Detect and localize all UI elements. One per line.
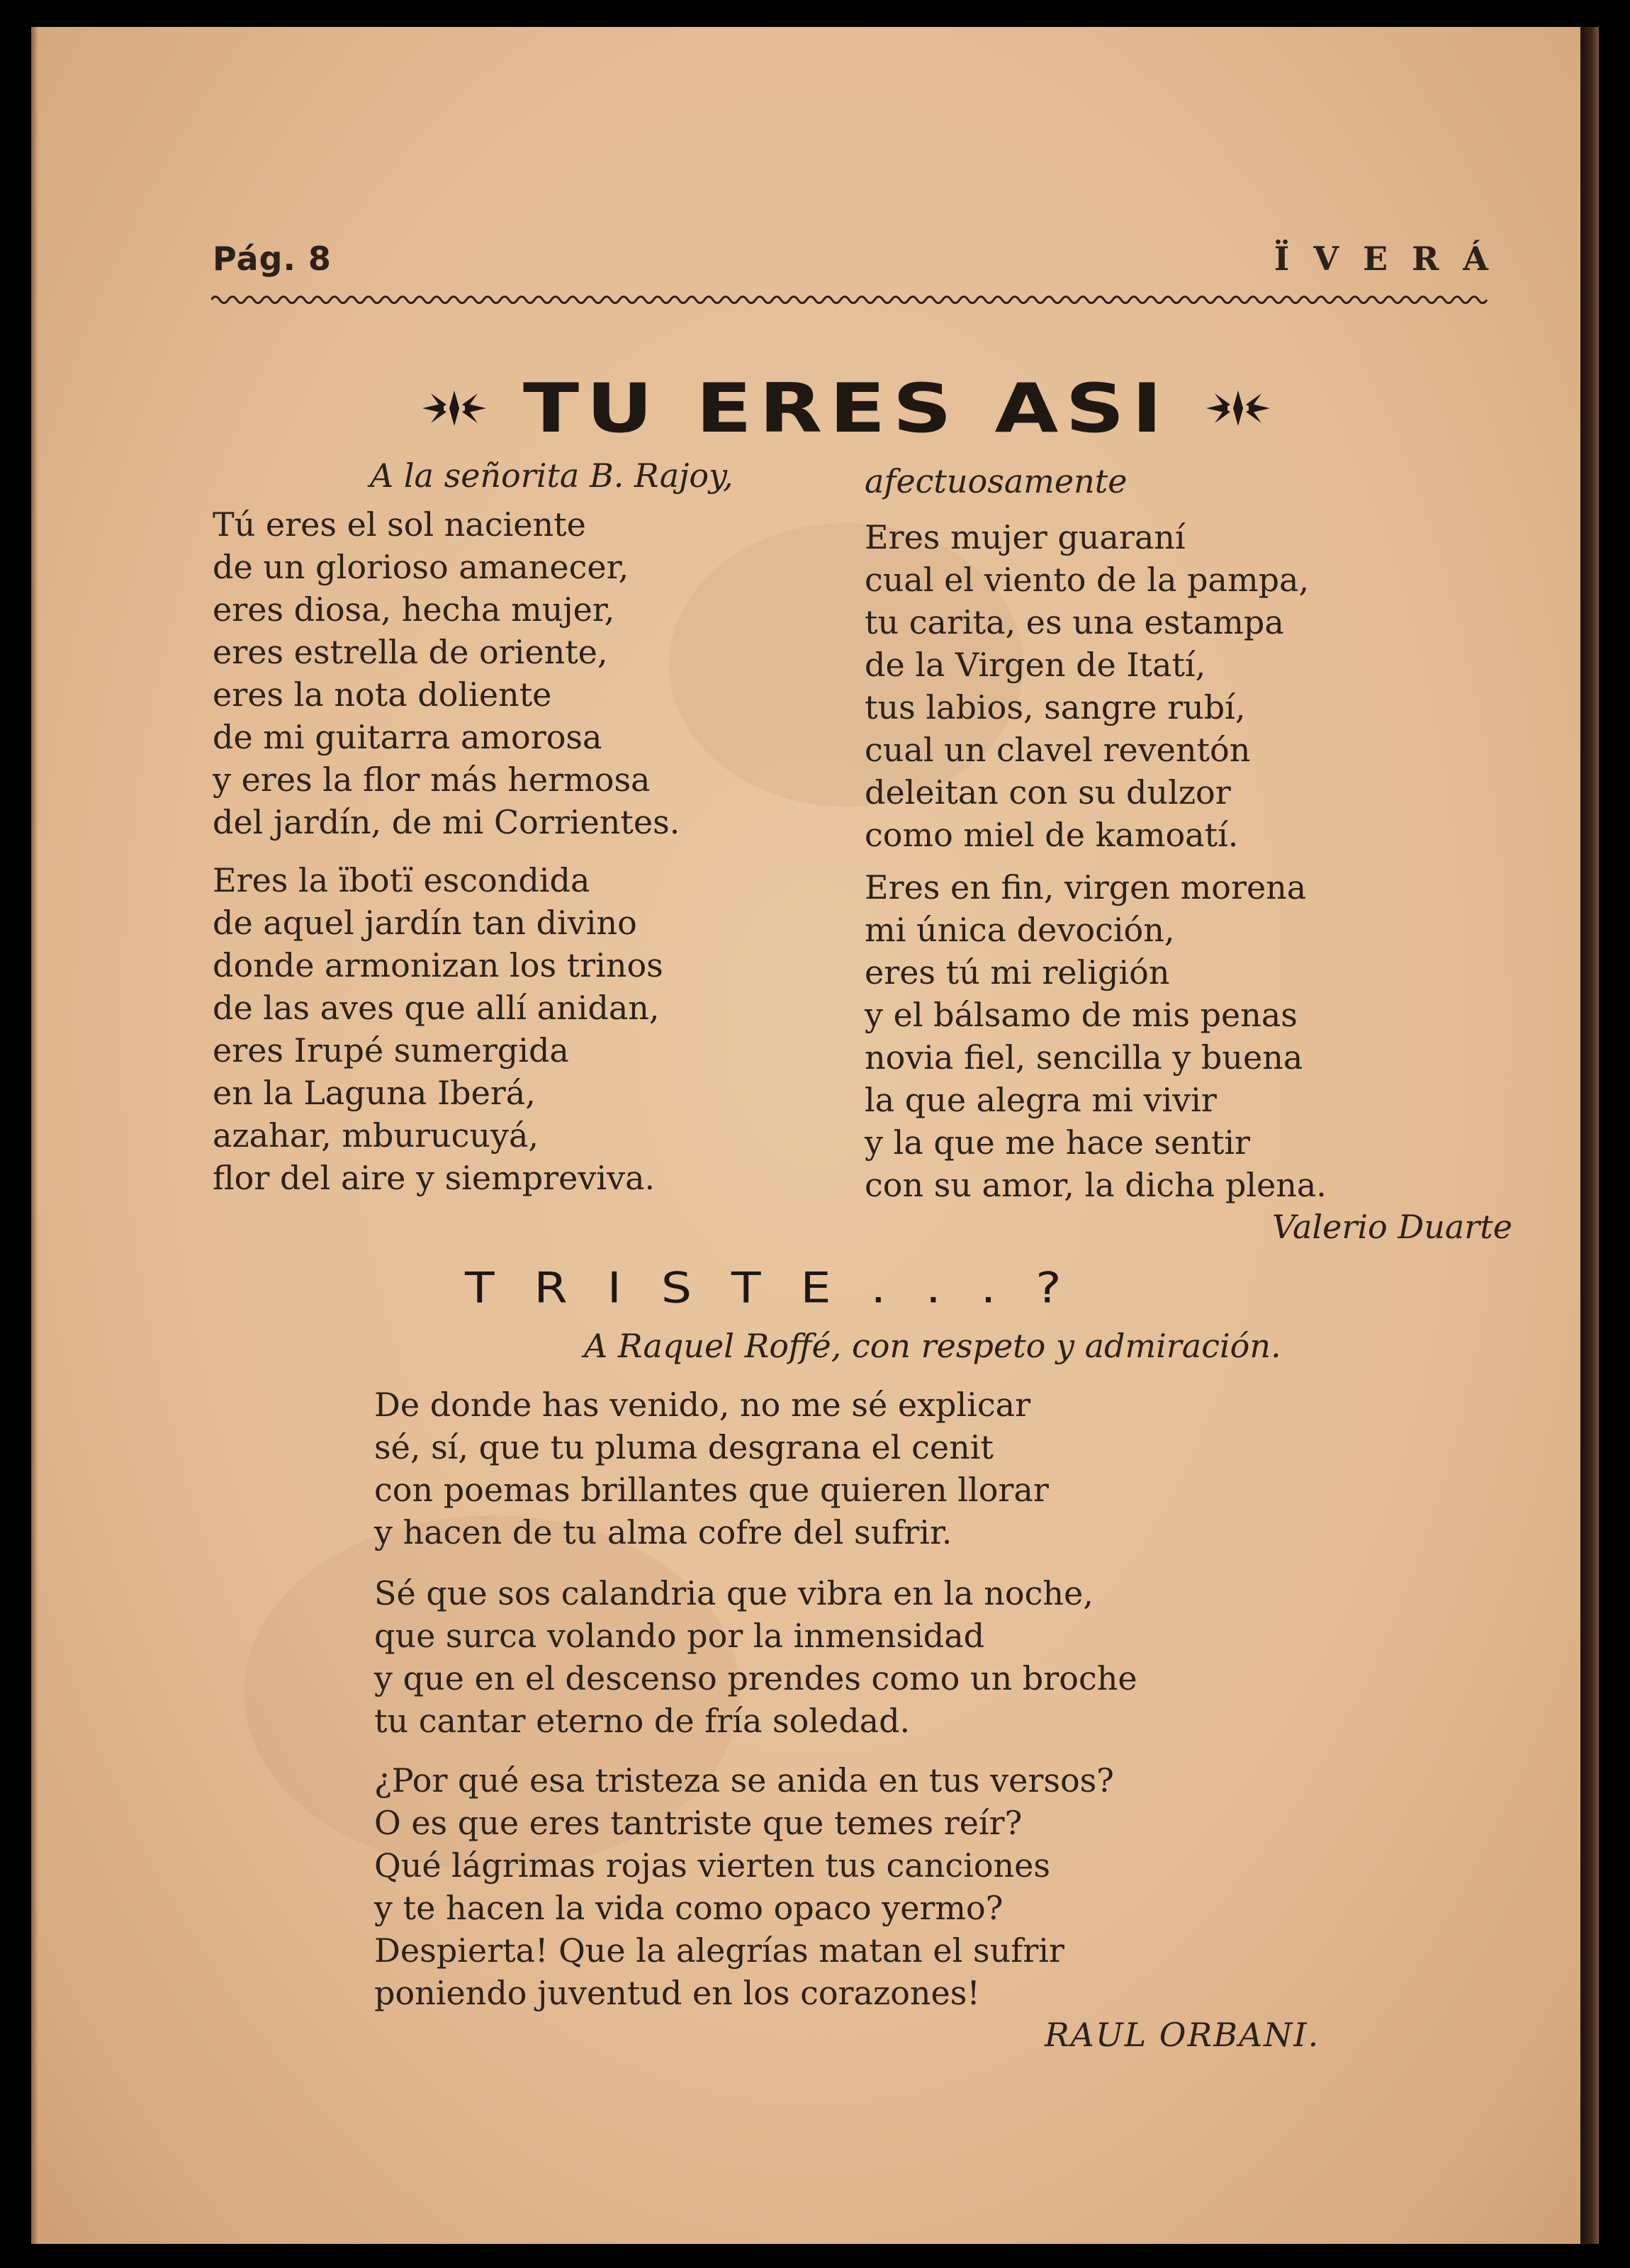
verse-line: De donde has venido, no me sé explicar [374, 1386, 1031, 1424]
verse-line: flor del aire y siempreviva. [213, 1159, 656, 1197]
verse-line: con poemas brillantes que quieren llorar [374, 1471, 1049, 1509]
poem1-dedication-left: A la señorita B. Rajoy, [370, 456, 734, 495]
verse-line: Eres mujer guaraní [865, 518, 1186, 556]
verse-line: y la que me hace sentir [865, 1123, 1251, 1162]
verse-line: donde armonizan los trinos [213, 946, 663, 984]
poem1-dedication-right: afectuosamente [865, 462, 1128, 500]
verse-line: y te hacen la vida como opaco yermo? [374, 1889, 1004, 1927]
poem1-left-stanza-1 [213, 503, 680, 843]
verse-line: la que alegra mi vivir [865, 1081, 1217, 1119]
verse-line: de mi guitarra amorosa [213, 718, 602, 756]
verse-line: eres diosa, hecha mujer, [213, 590, 615, 629]
verse-line: sé, sí, que tu pluma desgrana el cenit [374, 1428, 994, 1466]
poem2-stanza-1 [374, 1383, 1049, 1554]
verse-line: cual un clavel reventón [865, 731, 1251, 769]
verse-line: cual el viento de la pampa, [865, 561, 1310, 599]
verse-line: eres tú mi religión [865, 953, 1170, 992]
poem2-dedication: A Raquel Roffé, con respeto y admiración. [584, 1327, 1281, 1365]
verse-line: como miel de kamoatí. [865, 816, 1239, 854]
verse-line: Qué lágrimas rojas vierten tus canciones [374, 1846, 1050, 1885]
verse-line: mi única devoción, [865, 911, 1175, 949]
verse-line: con su amor, la dicha plena. [865, 1166, 1327, 1204]
verse-line: eres la nota doliente [213, 675, 552, 714]
verse-line: en la Laguna Iberá, [213, 1074, 536, 1112]
verse-line: Sé que sos calandria que vibra en la noche, [374, 1574, 1094, 1612]
verse-line: del jardín, de mi Corrientes. [213, 803, 680, 841]
floral-ornament-icon [415, 383, 493, 433]
verse-line: y el bálsamo de mis penas [865, 996, 1298, 1034]
verse-line: O es que eres tantriste que temes reír? [374, 1804, 1023, 1842]
verse-line: de las aves que allí anidan, [213, 989, 660, 1027]
verse-line: de aquel jardín tan divino [213, 904, 637, 942]
verse-line: eres estrella de oriente, [213, 633, 608, 671]
verse-line: Eres en fin, virgen morena [865, 868, 1307, 906]
poem1-title-row [272, 366, 1420, 451]
verse-line: deleitan con su dulzor [865, 773, 1231, 812]
wavy-rule-divider [211, 291, 1491, 309]
verse-line: Eres la ïbotï escondida [213, 861, 590, 899]
page-edge-left [31, 27, 38, 2244]
verse-line: eres Irupé sumergida [213, 1031, 569, 1070]
verse-line: poniendo juventud en los corazones! [374, 1974, 980, 2012]
verse-line: azahar, mburucuyá, [213, 1116, 539, 1155]
verse-line: y que en el descenso prendes como un broche [374, 1659, 1137, 1697]
verse-line: tu cantar eterno de fría soledad. [374, 1702, 911, 1740]
poem1-author: Valerio Duarte [1271, 1208, 1512, 1246]
poem1-title: TU ERES ASI [523, 369, 1169, 448]
page-spine-right [1580, 27, 1599, 2244]
poem1-right-stanza-2 [865, 866, 1327, 1206]
magazine-page [31, 27, 1599, 2244]
floral-ornament-icon [1199, 383, 1277, 433]
page-number: Pág. 8 [213, 240, 332, 278]
poem2-stanza-2 [374, 1572, 1137, 1742]
verse-line: ¿Por qué esa tristeza se anida en tus versos? [374, 1761, 1114, 1800]
page-header [213, 240, 1512, 282]
verse-line: tu carita, es una estampa [865, 603, 1284, 641]
poem2-title: TRISTE...? [465, 1263, 1101, 1313]
poem2-author: RAUL ORBANI. [1045, 2016, 1320, 2054]
verse-line: y hacen de tu alma cofre del sufrir. [374, 1513, 952, 1551]
magazine-title: ÏVERÁ [1274, 240, 1512, 278]
verse-line: que surca volando por la inmensidad [374, 1617, 985, 1655]
poem1-right-stanza-1 [865, 516, 1309, 856]
verse-line: Despierta! Que la alegrías matan el sufrir [374, 1931, 1064, 1970]
verse-line: tus labios, sangre rubí, [865, 688, 1246, 726]
verse-line: de la Virgen de Itatí, [865, 646, 1206, 684]
verse-line: Tú eres el sol naciente [213, 505, 586, 544]
poem1-left-stanza-2 [213, 859, 663, 1199]
verse-line: novia fiel, sencilla y buena [865, 1038, 1303, 1077]
verse-line: de un glorioso amanecer, [213, 548, 629, 586]
verse-line: y eres la flor más hermosa [213, 760, 651, 799]
poem2-stanza-3 [374, 1759, 1114, 2014]
